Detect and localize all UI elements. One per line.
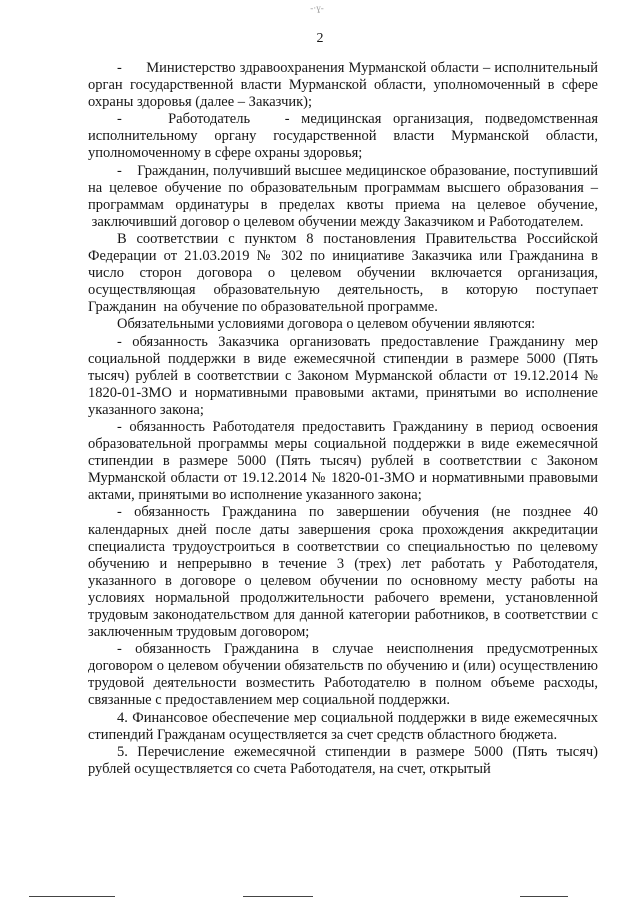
paragraph-employer: - Работодатель - медицинская организация, подведомственная исполнительному органу государственной власти Мурманской области, уполномоченному в сфере охраны здоровья; — [88, 111, 598, 162]
paragraph-customer: - Министерство здравоохранения Мурманской области – исполнительный орган государственной власти Мурманской области, уполномоченный в сфере охраны здоровья (далее – Заказчик); — [88, 60, 598, 111]
paragraph-citizen-obligation: - обязанность Гражданина по завершении обучения (не позднее 40 календарных дней после даты завершения срока прохождения аккредитации специалиста трудоустроиться в соответствии со специальностью по целевому обучению и непрерывно в течение 3 (трех) лет работать у Работодателя, указанного в договоре о целевом обучении по основному месту работы на условиях нормальной продолжительности рабочего времени, установленной трудовым законодательством для данной категории работников, в соответствии с заключенным трудовым договором; — [88, 504, 598, 641]
paragraph-section-4: 4. Финансовое обеспечение мер социальной поддержки в виде ежемесячных стипендий Гражданам осуществляется за счет средств областного бюджета. — [88, 709, 598, 743]
paragraph-citizen-refund: - обязанность Гражданина в случае неисполнения предусмотренных договором о целевом обучении обязательств по обучению и (или) осуществлению трудовой деятельности возместить Работодателю в полном объеме расходы, связанные с предоставлением мер социальной поддержки. — [88, 641, 598, 709]
footer-rule-center — [243, 896, 313, 897]
page-number: 2 — [316, 31, 324, 46]
document-body — [88, 60, 598, 778]
top-mark: -·ɣ- — [310, 3, 324, 13]
paragraph-customer-obligation: - обязанность Заказчика организовать предоставление Гражданину мер социальной поддержки в виде ежемесячной стипендии в размере 5000 (Пять тысяч) рублей в соответствии с Законом Мурманской области от 19.12.2014 № 1820-01-ЗМО и нормативными правовыми актами, принятыми во исполнение указанного закона; — [88, 333, 598, 418]
paragraph-citizen: - Гражданин, получивший высшее медицинское образование, поступивший на целевое обучение по образовательным программам высшего образования – программам ординатуры в пределах квоты приема на целевое обучение, заключивший договор о целевом обучении между Заказчиком и Работодателем. — [88, 162, 598, 230]
paragraph-mandatory-conditions: Обязательными условиями договора о целевом обучении являются: — [117, 316, 536, 333]
paragraph-clause-8: В соответствии с пунктом 8 постановления Правительства Российской Федерации от 21.03.2019 № 302 по инициативе Заказчика или Гражданина в число сторон договора о целевом обучении включается организация, осуществляющая образовательную деятельность, в которую поступает Гражданин на обучение по образовательной программе. — [88, 230, 598, 316]
footer-rule-right — [520, 896, 568, 897]
paragraph-section-5: 5. Перечисление ежемесячной стипендии в размере 5000 (Пять тысяч) рублей осуществляется со счета Работодателя, на счет, открытый — [88, 743, 598, 777]
paragraph-employer-obligation: - обязанность Работодателя предоставить Гражданину в период освоения образовательной программы меры социальной поддержки в виде ежемесячной стипендии в размере 5000 (Пять тысяч) рублей в соответствии с Законом Мурманской области от 19.12.2014 № 1820-01-ЗМО и нормативными правовыми актами, принятыми во исполнение указанного закона; — [88, 418, 598, 504]
footer-rule-left — [29, 896, 115, 897]
